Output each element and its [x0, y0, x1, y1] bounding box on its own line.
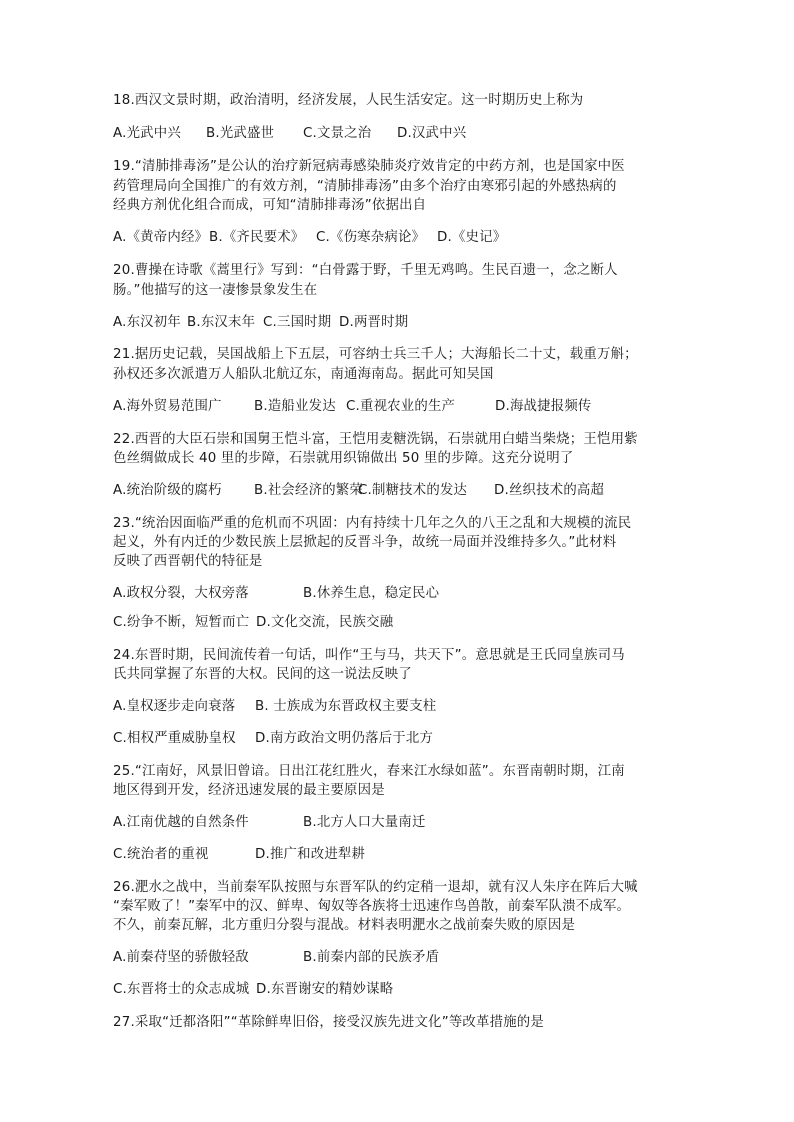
- question-23-options-row-2: [113, 614, 394, 632]
- question-23-stem-line: 起义，外有内迁的少数民族上层掀起的反晋斗争，故统一局面并没维持多久。”此材料: [113, 535, 617, 550]
- question-19-stem-line: 19.“清肺排毒汤”是公认的治疗新冠病毒感染肺炎疗效肯定的中药方剂，也是国家中医: [113, 159, 625, 174]
- option-d: D.文化交流，民族交融: [256, 615, 394, 630]
- option-d: D.推广和改进犁耕: [255, 847, 366, 862]
- question-23-stem-line: 反映了西晋朝代的特征是: [113, 554, 263, 569]
- question-27-stem: 27.采取“迁都洛阳”“革除鲜卑旧俗，接受汉族先进文化”等改革措施的是: [113, 1015, 544, 1030]
- option-c: C.统治者的重视: [113, 847, 209, 862]
- option-b: B. 士族成为东晋政权主要支柱: [255, 699, 437, 714]
- question-26-stem-line: “秦军败了！”秦军中的汉、鲜卑、匈奴等各族将士迅速作鸟兽散，前秦军队溃不成军。: [113, 899, 631, 914]
- option-c: C.三国时期: [263, 315, 332, 330]
- option-b: B.《齐民要术》: [209, 230, 305, 245]
- question-23-stem-line: 23.“统治因面临严重的危机而不巩固：内有持续十几年之久的八王之乱和大规模的流民: [113, 516, 632, 531]
- question-24-stem-line: 24.东晋时期，民间流传着一句话，叫作“王与马，共天下”。意思就是王氏同皇族司马: [113, 648, 625, 663]
- question-22-options: [113, 482, 605, 500]
- question-19-options: [113, 229, 507, 247]
- option-c: C.《伤寒杂病论》: [316, 230, 426, 245]
- question-24-options-row-1: [113, 698, 437, 716]
- option-d: D.丝织技术的高超: [494, 483, 605, 498]
- question-26-stem-line: 26.淝水之战中，当前秦军队按照与东晋军队的约定稍一退却，就有汉人朱序在阵后大喊: [113, 880, 638, 895]
- question-24-stem-line: 氏共同掌握了东晋的大权。民间的这一说法反映了: [113, 667, 412, 682]
- question-18-stem: 18.西汉文景时期，政治清明，经济发展，人民生活安定。这一时期历史上称为: [113, 93, 584, 108]
- question-26-options-row-1: [113, 949, 440, 967]
- question-20-stem-line: 20.曹操在诗歌《蒿里行》写到：“白骨露于野，千里无鸡鸣。生民百遗一，念之断人: [113, 263, 618, 278]
- question-22-stem-line: 色丝绸做成长 40 里的步障，石崇就用织锦做出 50 里的步障。这充分说明了: [113, 451, 574, 466]
- question-26-options-row-2: [113, 981, 394, 999]
- question-21-stem-line: 21.据历史记载，吴国战船上下五层，可容纳士兵三千人；大海船长二十丈，载重万斛；: [113, 347, 638, 362]
- option-d: D.东晋谢安的精妙谋略: [256, 982, 394, 997]
- option-b: B.造船业发达: [254, 399, 336, 414]
- option-a: A.江南优越的自然条件: [113, 815, 249, 830]
- option-c: C.纷争不断，短暂而亡: [113, 615, 250, 630]
- option-a: A.光武中兴: [113, 126, 181, 141]
- option-b: B.社会经济的繁荣: [254, 483, 363, 498]
- question-25-stem-line: 地区得到开发，经济迅速发展的最主要原因是: [113, 783, 385, 798]
- question-26-stem-line: 不久，前秦瓦解，北方重归分裂与混战。材料表明淝水之战前秦失败的原因是: [113, 918, 576, 933]
- option-a: A.政权分裂，大权旁落: [113, 586, 249, 601]
- option-b: B.前秦内部的民族矛盾: [303, 950, 440, 965]
- question-25-stem-line: 25.“江南好，风景旧曾谙。日出江花红胜火，春来江水绿如蓝”。东晋南朝时期，江南: [113, 764, 625, 779]
- option-b: B.光武盛世: [206, 126, 275, 141]
- question-19-stem-line: 经典方剂优化组合而成，可知“清肺排毒汤”依据出自: [113, 198, 427, 213]
- question-25-options-row-1: [113, 814, 426, 832]
- question-25-options-row-2: [113, 846, 366, 864]
- question-20-stem-line: 肠。”他描写的这一凄惨景象发生在: [113, 283, 318, 298]
- question-18-options: [113, 125, 467, 143]
- question-19-stem-line: 药管理局向全国推广的有效方剂，“清肺排毒汤”由多个治疗由寒邪引起的外感热病的: [113, 179, 617, 194]
- option-d: D.《史记》: [437, 230, 507, 245]
- option-a: A.《黄帝内经》: [113, 230, 209, 245]
- option-d: D.两晋时期: [339, 315, 409, 330]
- option-a: A.皇权逐步走向衰落: [113, 699, 236, 714]
- option-c: C.制糖技术的发达: [358, 483, 468, 498]
- question-20-options: [113, 314, 409, 332]
- option-a: A.东汉初年: [113, 315, 181, 330]
- option-b: B.休养生息，稳定民心: [303, 586, 440, 601]
- option-d: D.汉武中兴: [397, 126, 467, 141]
- option-d: D.海战捷报频传: [495, 399, 592, 414]
- option-c: C.重视农业的生产: [346, 399, 456, 414]
- question-22-stem-line: 22.西晋的大臣石崇和国舅王恺斗富，王恺用麦糖洗锅，石崇就用白蜡当柴烧；王恺用紫: [113, 432, 638, 447]
- option-d: D.南方政治文明仍落后于北方: [255, 731, 434, 746]
- option-c: C.文景之治: [303, 126, 372, 141]
- question-21-options: [113, 398, 592, 416]
- option-a: A.前秦苻坚的骄傲轻敌: [113, 950, 249, 965]
- question-23-options-row-1: [113, 585, 440, 603]
- option-b: B.北方人口大量南迁: [303, 815, 426, 830]
- question-24-options-row-2: [113, 730, 434, 748]
- option-a: A.海外贸易范围广: [113, 399, 222, 414]
- option-b: B.东汉末年: [187, 315, 256, 330]
- option-c: C.东晋将士的众志成城: [113, 982, 250, 997]
- question-21-stem-line: 孙权还多次派遣万人船队北航辽东，南通海南岛。据此可知吴国: [113, 367, 494, 382]
- option-c: C.相权严重威胁皇权: [113, 731, 236, 746]
- option-a: A.统治阶级的腐朽: [113, 483, 222, 498]
